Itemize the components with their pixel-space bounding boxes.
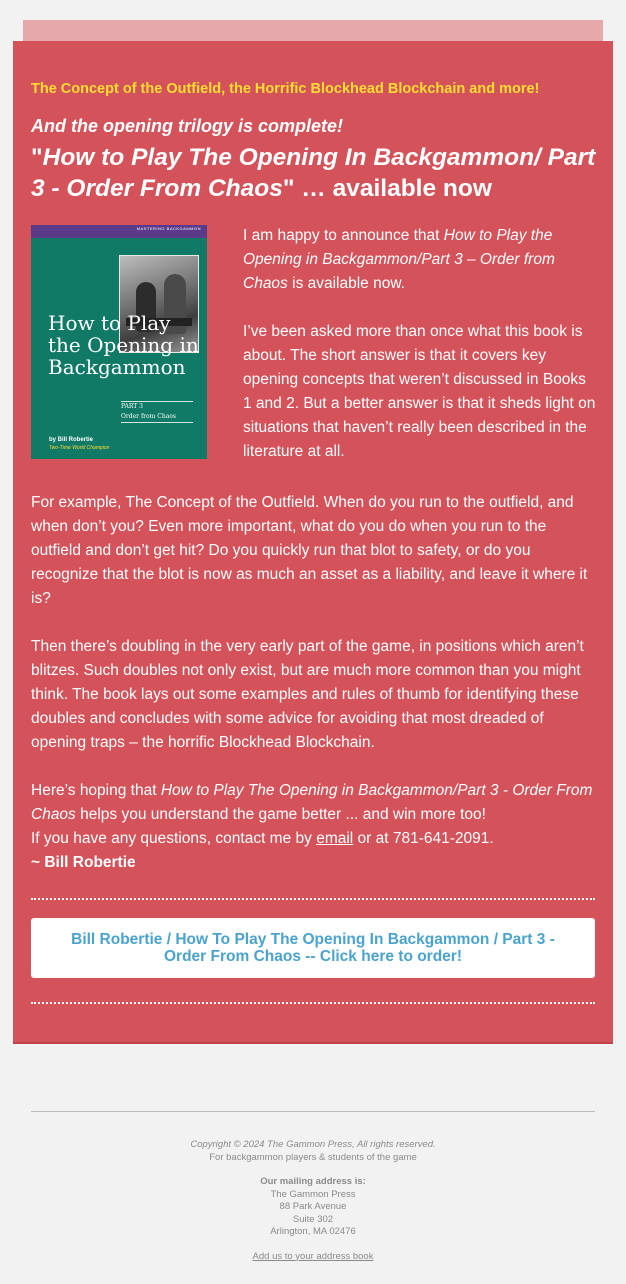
cover-part-number: PART 3 xyxy=(121,403,143,410)
intro-paragraph-2: I’ve been asked more than once what this book is about. The short answer is that it covers key opening concepts that weren’t discussed in Books 1 and 2. But a better answer is that it sheds light on situations that haven’t really been described in the literature at all. xyxy=(243,323,596,460)
dotted-divider-top xyxy=(31,898,595,900)
headline-quote-close: " xyxy=(282,175,295,202)
footer-address-line: The Gammon Press xyxy=(270,1188,356,1200)
headline xyxy=(31,142,601,204)
footer-mailing-label: Our mailing address is: xyxy=(260,1176,366,1187)
signature: ~ Bill Robertie xyxy=(31,854,136,871)
cover-part xyxy=(121,401,193,423)
footer-tagline: For backgammon players & students of the game xyxy=(209,1151,417,1163)
body-paragraph-outfield: For example, The Concept of the Outfield. When do you run to the outfield, and when don’t you? Even more important, what do you do when you run to the outfield and don’t get hit? Do you quickly run that blot to safety, or do you recognize that the blot is now as much an asset as a liability, and leave it where it is? xyxy=(31,494,588,607)
email-card xyxy=(13,41,613,1044)
footer xyxy=(31,1139,595,1263)
body-text xyxy=(31,491,597,875)
order-link-text[interactable]: Bill Robertie / How To Play The Opening In Backgammon / Part 3 - Order From Chaos -- Click here to order! xyxy=(71,931,555,965)
cover-top-band xyxy=(31,225,207,238)
footer-address-line: Suite 302 xyxy=(292,1213,334,1225)
closing-book-title: How to Play The Opening in Backgammon/Part 3 - Order From Chaos xyxy=(31,782,593,823)
preheader-text: The Concept of the Outfield, the Horrific Blockhead Blockchain and more! xyxy=(31,81,540,97)
footer-address-line: Arlington, MA 02476 xyxy=(270,1226,356,1237)
body-paragraph-doubling: Then there’s doubling in the very early part of the game, in positions which aren’t blitzes. Such doubles not only exist, but are much more common than you might think. The book lays out some examples and rules of thumb for identifying these doubles and concludes with some advice for avoiding that most dreaded of opening traps – the horrific Blockhead Blockchain. xyxy=(31,638,584,751)
cover-series-label: MASTERING BACKGAMMON xyxy=(136,226,201,231)
intro-p1-end: is available now. xyxy=(287,275,405,292)
cover-title: How to Play the Opening in Backgammon xyxy=(48,311,199,379)
contact-start: If you have any questions, contact me by xyxy=(31,830,317,847)
book-cover-image[interactable] xyxy=(31,225,207,459)
body-paragraph-contact xyxy=(31,827,597,851)
headline-quote-open: " xyxy=(31,144,43,171)
subtitle: And the opening trilogy is complete! xyxy=(31,116,344,136)
closing-start: Here’s hoping that xyxy=(31,782,161,799)
footer-copyright: Copyright © 2024 The Gammon Press, All rights reserved. xyxy=(190,1139,436,1150)
dotted-divider-bottom xyxy=(31,1002,595,1004)
order-button[interactable] xyxy=(31,918,595,978)
add-to-address-book-link[interactable]: Add us to your address book xyxy=(252,1250,374,1262)
headline-book-title: How to Play The Opening In Backgammon/ Part 3 - Order From Chaos xyxy=(31,144,596,202)
headline-suffix: … available now xyxy=(294,175,492,202)
intro-text xyxy=(243,224,597,488)
intro-paragraph-1 xyxy=(243,224,597,296)
body-paragraph-closing xyxy=(31,779,597,827)
email-link[interactable]: email xyxy=(316,830,354,847)
cover-part-title: Order from Chaos xyxy=(121,413,176,420)
intro-p1-start: I am happy to announce that xyxy=(243,227,444,244)
intro-p1-book-title: How to Play the Opening in Backgammon/Part 3 – Order from Chaos xyxy=(243,227,555,292)
closing-end: helps you understand the game better ... and win more too! xyxy=(75,806,486,823)
card-top-strip xyxy=(23,20,603,42)
cover-author-subtitle: Two-Time World Champion xyxy=(49,445,110,451)
contact-end: or at 781-641-2091. xyxy=(353,830,494,847)
cover-author: by Bill Robertie xyxy=(49,437,94,443)
footer-address-line: 88 Park Avenue xyxy=(279,1201,347,1212)
footer-rule xyxy=(31,1111,595,1112)
